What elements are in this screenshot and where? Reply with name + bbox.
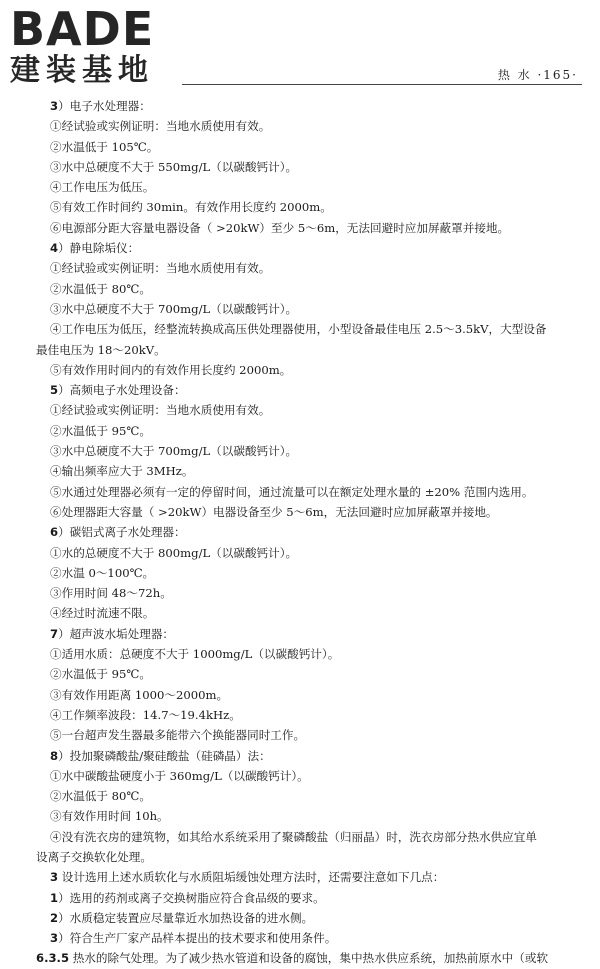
item-number: 6.3.5 — [36, 951, 70, 966]
line-text: ②水温低于 95℃。 — [50, 667, 151, 682]
item-number: 3 — [50, 931, 59, 946]
list-item — [36, 725, 584, 745]
line-text: ③水中总硬度不大于 550mg/L（以碳酸钙计）。 — [50, 159, 298, 174]
line-text: ）水质稳定装置应尽量靠近水加热设备的进水侧。 — [58, 910, 314, 925]
list-item — [36, 258, 584, 278]
list-item — [36, 685, 584, 705]
line-text: ③有效作用时间 10h。 — [50, 809, 169, 824]
continuation-line — [36, 847, 584, 867]
sub-heading — [36, 908, 584, 928]
line-text: ①水的总硬度不大于 800mg/L（以碳酸钙计）。 — [50, 545, 298, 560]
logo-chinese-name: 建装基地 — [10, 53, 154, 88]
list-item — [36, 360, 584, 380]
item-number: 1 — [50, 890, 59, 905]
line-text: ①经试验或实例证明：当地水质使用有效。 — [50, 261, 271, 276]
line-text: ）电子水处理器： — [58, 99, 151, 113]
line-text: ①经试验或实例证明：当地水质使用有效。 — [50, 119, 271, 134]
line-text: ③有效作用距离 1000～2000m。 — [50, 687, 229, 702]
list-item — [36, 766, 584, 786]
line-text: ③作用时间 48～72h。 — [50, 586, 172, 601]
sub-heading — [36, 96, 584, 116]
line-text: ）选用的药剂或离子交换树脂应符合食品级的要求。 — [58, 890, 325, 905]
line-text: ④输出频率应大于 3MHz。 — [50, 464, 194, 479]
list-item — [36, 279, 584, 299]
continuation-line — [36, 340, 584, 360]
line-text: ⑤有效作用时间内的有效作用长度约 2000m。 — [50, 362, 292, 377]
line-text: 设计选用上述水质软化与水质阻垢缓蚀处理方法时，还需要注意如下几点： — [58, 870, 445, 885]
logo-wordmark: BADE — [10, 2, 155, 56]
list-item — [36, 197, 584, 217]
line-text: ③水中总硬度不大于 700mg/L（以碳酸钙计）。 — [50, 444, 298, 459]
list-item — [36, 299, 584, 319]
page-body — [36, 96, 584, 969]
line-text: ）静电除垢仪： — [58, 241, 140, 256]
line-text: ②水温低于 80℃。 — [50, 281, 151, 296]
list-item — [36, 421, 584, 441]
line-text: ）高频电子水处理设备： — [58, 383, 186, 398]
line-text: ①经试验或实例证明：当地水质使用有效。 — [50, 403, 271, 418]
line-text: ②水温 0～100℃。 — [50, 565, 155, 580]
list-item — [36, 441, 584, 461]
item-number: 6 — [50, 525, 59, 540]
line-text: 设离子交换软化处理。 — [36, 849, 152, 864]
list-item — [36, 806, 584, 826]
line-text: ）投加聚磷酸盐/聚硅酸盐（硅磷晶）法： — [58, 748, 271, 763]
item-number: 5 — [50, 383, 59, 398]
list-item — [36, 664, 584, 684]
list-item — [36, 563, 584, 583]
line-text: ④经过时流速不限。 — [50, 606, 155, 621]
running-head: 热 水 ·165· — [497, 68, 578, 82]
line-text: ⑤一台超声发生器最多能带六个换能器同时工作。 — [50, 728, 306, 743]
line-text: ②水温低于 105℃。 — [50, 139, 159, 154]
list-item — [36, 482, 584, 502]
line-text: ④没有洗衣房的建筑物，如其给水系统采用了聚磷酸盐（归丽晶）时，洗衣房部分热水供应宜单 — [50, 829, 537, 844]
line-text: ③水中总硬度不大于 700mg/L（以碳酸钙计）。 — [50, 301, 298, 316]
line-text: ①水中碳酸盐硬度小于 360mg/L（以碳酸钙计）。 — [50, 768, 309, 783]
list-item — [36, 137, 584, 157]
list-item — [36, 583, 584, 603]
sub-heading — [36, 522, 584, 542]
clause-paragraph — [36, 948, 584, 968]
line-text: ⑥处理器距大容量（ >20kW）电器设备至少 5～6m，无法回避时应加屏蔽罩并接地。 — [50, 504, 498, 519]
line-text: 最佳电压为 18～20kV。 — [36, 342, 166, 357]
header-rule — [182, 84, 582, 85]
line-text: ④工作电压为低压。 — [50, 180, 155, 195]
list-item — [36, 116, 584, 136]
list-item — [36, 705, 584, 725]
sub-heading — [36, 238, 584, 258]
list-item — [36, 177, 584, 197]
line-text: ①适用水质：总硬度不大于 1000mg/L（以碳酸钙计）。 — [50, 647, 340, 662]
line-text: ⑤有效工作时间约 30min。有效作用长度约 2000m。 — [50, 200, 332, 215]
point-paragraph — [36, 867, 584, 887]
list-item — [36, 319, 584, 339]
item-number: 3 — [50, 870, 59, 885]
item-number: 4 — [50, 241, 59, 256]
list-item — [36, 786, 584, 806]
line-text: 热水的除气处理。为了减少热水管道和设备的腐蚀，集中热水供应系统，加热前原水中（或软 — [69, 951, 549, 966]
item-number: 8 — [50, 748, 59, 763]
list-item — [36, 461, 584, 481]
list-item — [36, 644, 584, 664]
sub-heading — [36, 888, 584, 908]
line-text: ④工作频率波段：14.7～19.4kHz。 — [50, 707, 241, 722]
sub-heading — [36, 380, 584, 400]
page-header — [0, 0, 600, 92]
line-text: ）符合生产厂家产品样本提出的技术要求和使用条件。 — [58, 931, 337, 946]
line-text: ⑤水通过处理器必须有一定的停留时间，通过流量可以在额定处理水量的 ±20% 范围内选用。 — [50, 484, 534, 499]
list-item — [36, 218, 584, 238]
sub-heading — [36, 928, 584, 948]
sub-heading — [36, 746, 584, 766]
list-item — [36, 603, 584, 623]
line-text: ⑥电源部分距大容量电器设备（ >20kW）至少 5～6m，无法回避时应加屏蔽罩并接地。 — [50, 220, 510, 235]
item-number: 7 — [50, 626, 59, 641]
line-text: ）超声波水垢处理器： — [58, 626, 175, 641]
list-item — [36, 502, 584, 522]
line-text: ④工作电压为低压，经整流转换成高压供处理器使用，小型设备最佳电压 2.5～3.5kV，大型设备 — [50, 322, 547, 337]
item-number: 3 — [50, 99, 59, 113]
line-text: ②水温低于 80℃。 — [50, 789, 151, 804]
line-text: ②水温低于 95℃。 — [50, 423, 151, 438]
line-text: ）碳铝式离子水处理器： — [58, 525, 186, 540]
list-item — [36, 543, 584, 563]
item-number: 2 — [50, 910, 59, 925]
list-item — [36, 827, 584, 847]
publisher-logo — [10, 2, 182, 88]
list-item — [36, 400, 584, 420]
sub-heading — [36, 624, 584, 644]
list-item — [36, 157, 584, 177]
